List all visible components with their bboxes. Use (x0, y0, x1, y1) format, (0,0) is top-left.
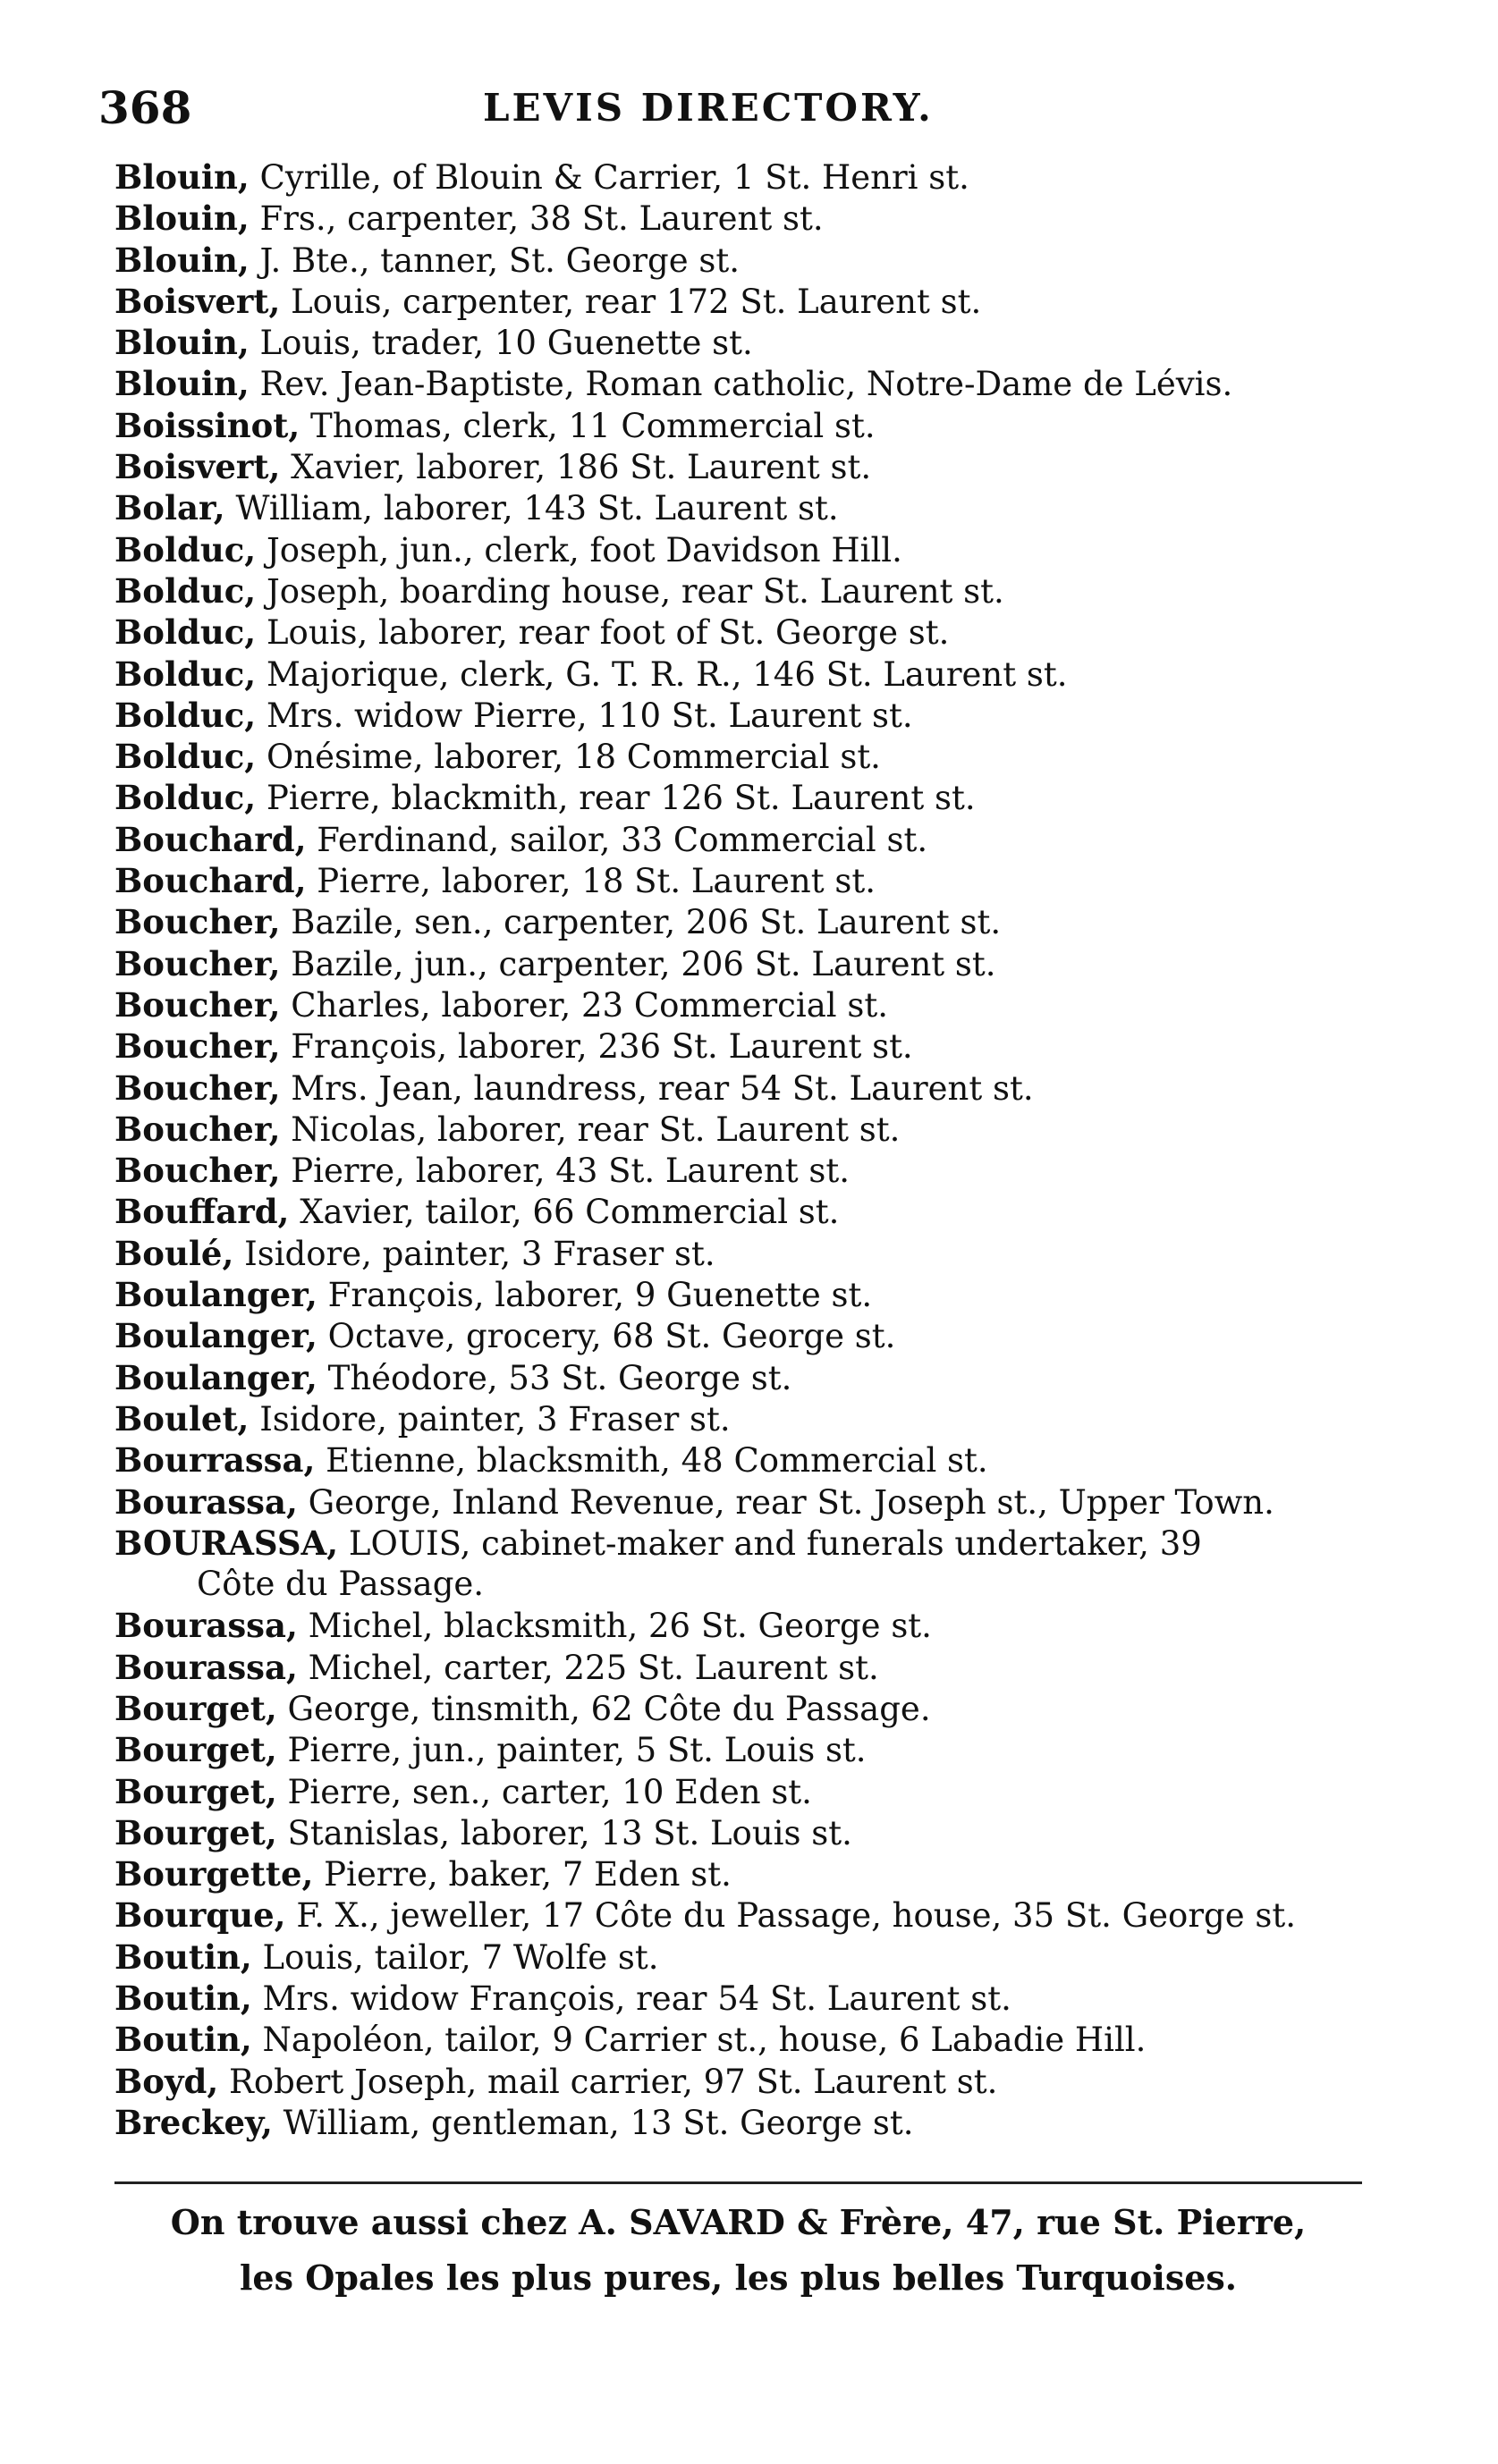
directory-entry (114, 1398, 1367, 1439)
entry-surname: Boulanger, (114, 1316, 317, 1356)
entry-surname: Bourget, (114, 1730, 277, 1770)
entry-details: Pierre, jun., painter, 5 St. Louis st. (287, 1731, 867, 1770)
entry-surname: Bolduc, (114, 654, 257, 694)
directory-entry (114, 1771, 1367, 1812)
directory-entry (114, 860, 1367, 901)
entry-surname: Bolduc, (114, 612, 257, 653)
entry-details: F. X., jeweller, 17 Côte du Passage, house, 35 St. George st. (296, 1896, 1296, 1936)
directory-entry (114, 322, 1367, 363)
directory-entry (114, 1067, 1367, 1109)
directory-entry (114, 777, 1367, 818)
directory-entry (114, 1357, 1367, 1398)
directory-entry (114, 1853, 1367, 1894)
entry-details: François, laborer, 236 St. Laurent st. (291, 1027, 913, 1067)
directory-entry (114, 240, 1367, 281)
entry-details: Mrs. Jean, laundress, rear 54 St. Laurent st. (291, 1068, 1034, 1108)
advertisement-line-2: les Opales les plus pures, les plus belles Turquoises. (239, 2257, 1238, 2298)
entry-surname: Boucher, (114, 1067, 281, 1108)
entry-surname: Boucher, (114, 943, 281, 983)
entry-details: Pierre, blackmith, rear 126 St. Laurent st. (266, 779, 976, 818)
directory-entry (114, 363, 1367, 404)
entry-details: Mrs. widow Pierre, 110 St. Laurent st. (266, 696, 913, 735)
directory-entry (114, 654, 1367, 695)
entry-details: William, gentleman, 13 St. George st. (283, 2103, 914, 2142)
entry-details: Joseph, jun., clerk, foot Davidson Hill. (266, 530, 902, 570)
entry-details: Cyrille, of Blouin & Carrier, 1 St. Henri st. (259, 158, 969, 197)
directory-entry (114, 529, 1367, 570)
entry-surname: Boulet, (114, 1398, 250, 1439)
entry-surname: Bouchard, (114, 819, 307, 859)
entry-surname: Bouffard, (114, 1192, 290, 1232)
entry-surname: Bolar, (114, 488, 225, 528)
entry-surname: Bourassa, (114, 1606, 298, 1646)
directory-entry (114, 984, 1367, 1025)
entry-surname: Blouin, (114, 157, 250, 197)
entry-details: Théodore, 53 St. George st. (327, 1358, 792, 1397)
entry-details: Napoléon, tailor, 9 Carrier st., house, 6 Labadie Hill. (262, 2021, 1147, 2060)
entry-surname: Bouchard, (114, 861, 307, 901)
directory-entry (114, 1978, 1367, 2019)
entry-surname: Breckey, (114, 2102, 273, 2142)
entry-details: Frs., carpenter, 38 St. Laurent st. (259, 199, 824, 239)
entry-details: Etienne, blacksmith, 48 Commercial st. (326, 1441, 988, 1481)
entry-details: Stanislas, laborer, 13 St. Louis st. (287, 1813, 852, 1852)
entry-details: Mrs. widow François, rear 54 St. Laurent st. (262, 1979, 1011, 2019)
directory-entry (114, 1109, 1367, 1150)
directory-entry (114, 1025, 1367, 1067)
entry-details: Pierre, sen., carter, 10 Eden st. (287, 1772, 812, 1811)
entry-details: Pierre, laborer, 18 St. Laurent st. (317, 862, 876, 901)
entry-details: George, Inland Revenue, rear St. Joseph st., Upper Town. (308, 1482, 1274, 1522)
directory-entry (114, 1233, 1367, 1274)
directory-entry (114, 446, 1367, 487)
entry-surname: Bourrassa, (114, 1440, 316, 1481)
entry-surname: Blouin, (114, 323, 250, 363)
directory-entry (114, 901, 1367, 942)
entry-details: Joseph, boarding house, rear St. Laurent st. (266, 571, 1004, 611)
advertisement-footer (114, 2195, 1362, 2306)
entry-continuation-text: Côte du Passage. (197, 1565, 485, 1604)
entry-details: Louis, trader, 10 Guenette st. (259, 324, 753, 363)
entry-details: Ferdinand, sailor, 33 Commercial st. (317, 820, 928, 859)
entry-surname: Boucher, (114, 902, 281, 942)
directory-entry (114, 1274, 1367, 1315)
entry-surname: BOURASSA, (114, 1523, 339, 1563)
directory-entry (114, 2061, 1367, 2102)
directory-entry (114, 1481, 1367, 1523)
entry-surname: Boutin, (114, 1979, 252, 2019)
entry-details: William, laborer, 143 St. Laurent st. (235, 489, 839, 528)
directory-entry (114, 695, 1367, 736)
directory-entry (114, 1937, 1367, 1978)
entry-surname: Bolduc, (114, 529, 257, 570)
directory-entry (114, 281, 1367, 322)
entry-details: Bazile, jun., carpenter, 206 St. Laurent st. (291, 944, 996, 983)
directory-entry (114, 1894, 1367, 1936)
directory-entry (114, 570, 1367, 612)
directory-entry (114, 2102, 1367, 2143)
entry-details: Nicolas, laborer, rear St. Laurent st. (291, 1110, 901, 1149)
entry-details: François, laborer, 9 Guenette st. (327, 1276, 873, 1315)
entry-surname: Boulanger, (114, 1357, 317, 1397)
entry-details: Isidore, painter, 3 Fraser st. (244, 1234, 715, 1273)
entry-details: Pierre, laborer, 43 St. Laurent st. (291, 1152, 850, 1191)
entry-surname: Bourgette, (114, 1854, 314, 1894)
entry-surname: Boissinot, (114, 405, 300, 445)
entry-surname: Bourassa, (114, 1647, 298, 1687)
entry-surname: Boutin, (114, 2020, 252, 2060)
entry-details: Michel, carter, 225 St. Laurent st. (308, 1648, 879, 1687)
entry-details: Louis, tailor, 7 Wolfe st. (262, 1937, 659, 1977)
advertisement-line-1: On trouve aussi chez A. SAVARD & Frère, 47, rue St. Pierre, (170, 2202, 1307, 2242)
entry-details: LOUIS, cabinet-maker and funerals undertaker, 39 (348, 1523, 1202, 1563)
entry-surname: Blouin, (114, 364, 250, 404)
entry-details: J. Bte., tanner, St. George st. (259, 240, 740, 280)
directory-entry (114, 1812, 1367, 1853)
entry-details: Pierre, baker, 7 Eden st. (324, 1855, 732, 1894)
entry-surname: Boucher, (114, 1109, 281, 1149)
running-head: LEVIS DIRECTORY. (483, 86, 934, 130)
entry-surname: Bolduc, (114, 695, 257, 735)
entry-details: Louis, carpenter, rear 172 St. Laurent st. (291, 282, 982, 321)
entry-details: Onésime, laborer, 18 Commercial st. (266, 738, 881, 777)
entry-surname: Bourassa, (114, 1481, 298, 1522)
entry-details: Bazile, sen., carpenter, 206 St. Laurent st. (291, 903, 1002, 942)
directory-entry (114, 1605, 1367, 1646)
entry-surname: Boisvert, (114, 447, 281, 487)
entry-surname: Blouin, (114, 198, 250, 239)
directory-entry (114, 736, 1367, 777)
entry-details: Xavier, tailor, 66 Commercial st. (300, 1193, 840, 1232)
entry-surname: Bourget, (114, 1771, 277, 1811)
directory-entry (114, 2019, 1367, 2060)
entry-surname: Boisvert, (114, 281, 281, 321)
entry-surname: Bolduc, (114, 737, 257, 777)
directory-entry (114, 943, 1367, 984)
directory-entry (114, 1439, 1367, 1481)
entry-surname: Boucher, (114, 1026, 281, 1067)
entry-continuation (114, 1564, 1367, 1605)
directory-entry (114, 198, 1367, 239)
entry-details: Louis, laborer, rear foot of St. George st. (266, 613, 950, 653)
entry-surname: Blouin, (114, 240, 250, 280)
directory-entry (114, 1647, 1367, 1688)
entry-surname: Bolduc, (114, 778, 257, 818)
page-header (98, 77, 1386, 139)
entry-surname: Boulé, (114, 1233, 234, 1273)
entry-details: Robert Joseph, mail carrier, 97 St. Laurent st. (228, 2062, 998, 2101)
entry-details: Charles, laborer, 23 Commercial st. (291, 985, 888, 1025)
entry-details: Xavier, laborer, 186 St. Laurent st. (291, 448, 872, 487)
directory-entry (114, 1150, 1367, 1191)
entry-details: George, tinsmith, 62 Côte du Passage. (287, 1689, 931, 1728)
entry-surname: Boucher, (114, 984, 281, 1025)
entry-surname: Bourget, (114, 1812, 277, 1852)
directory-entry (114, 1191, 1367, 1232)
entry-surname: Boucher, (114, 1151, 281, 1191)
directory-entry (114, 156, 1367, 198)
entry-details: Octave, grocery, 68 St. George st. (327, 1317, 896, 1356)
entry-surname: Boutin, (114, 1937, 252, 1977)
entry-surname: Boyd, (114, 2061, 219, 2101)
directory-entry (114, 612, 1367, 653)
entry-surname: Bourget, (114, 1688, 277, 1728)
entry-details: Majorique, clerk, G. T. R. R., 146 St. Laurent st. (266, 654, 1068, 694)
entry-details: Isidore, painter, 3 Fraser st. (259, 1399, 731, 1439)
entry-details: Thomas, clerk, 11 Commercial st. (310, 406, 876, 445)
directory-entries (114, 156, 1367, 2143)
footer-divider (114, 2181, 1362, 2184)
directory-entry (114, 1688, 1367, 1729)
directory-entry (114, 819, 1367, 860)
entry-surname: Bolduc, (114, 570, 257, 611)
entry-details: Michel, blacksmith, 26 St. George st. (308, 1607, 932, 1646)
directory-entry (114, 487, 1367, 528)
entry-details: Rev. Jean-Baptiste, Roman catholic, Notre-Dame de Lévis. (259, 365, 1233, 404)
directory-entry (114, 1729, 1367, 1770)
directory-entry (114, 405, 1367, 446)
entry-surname: Bourque, (114, 1895, 286, 1936)
page-number: 368 (98, 81, 192, 134)
directory-entry (114, 1523, 1367, 1564)
entry-surname: Boulanger, (114, 1275, 317, 1315)
directory-entry (114, 1315, 1367, 1356)
